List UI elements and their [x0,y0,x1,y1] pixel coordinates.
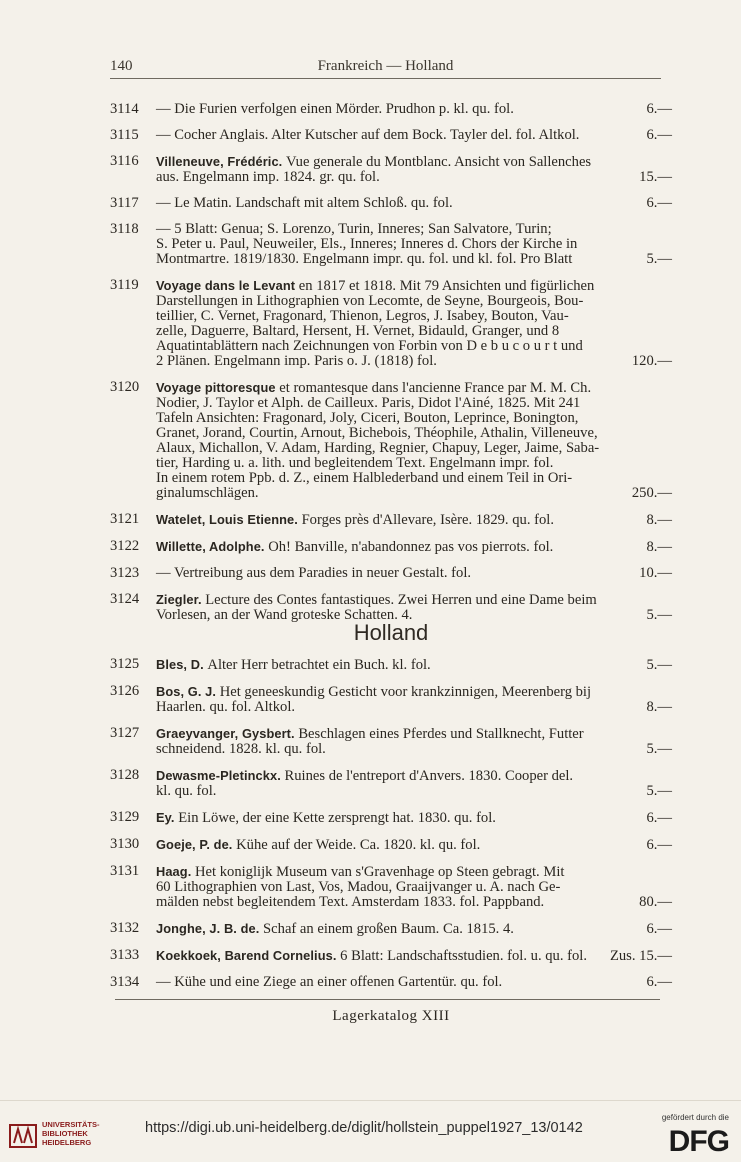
entry-number: 3123 [110,565,140,581]
entry-number: 3121 [110,511,140,527]
entry-text: en 1817 et 1818. Mit 79 Ansichten und figürlichen Darstellungen in Lithographien von Lecomte, de Seyne, Bourgeois, Bou- teillier, C. Vernet, Fragonard, Thienon, Legros, J. Isabey, Bouton, Vau- zelle, Daguerre, Baltard, Hersent, H. Vernet, Bidauld, Granger, und 8 Aquatintablättern nach Zeichnungen von Forbin von D e b u c o u r t und 2 Plänen. Engelmann imp. Paris o. J. (1818) fol. [156,278,595,369]
entry-price: 8.— [646,699,672,715]
entry-number: 3115 [110,127,139,143]
entry-number: 3122 [110,538,140,554]
entry-text: — Kühe und eine Ziege an einer offenen Gartentür. qu. fol. [156,974,503,990]
catalog-entry [110,566,672,581]
entry-artist: Goeje, P. de. [156,837,237,852]
running-title: Frankreich — Holland [317,58,454,74]
entry-body [110,128,672,143]
entry-number: 3120 [110,379,140,395]
entry-body [110,592,672,623]
entry-text: Ein Löwe, der eine Kette zersprengt hat. 1830. qu. fol. [178,810,496,826]
entry-artist: Ey. [156,810,179,825]
entry-text: Kühe auf der Weide. Ca. 1820. kl. qu. fol. [236,837,481,853]
entry-number: 3125 [110,656,140,672]
catalog-entry [110,726,672,757]
entry-body [110,810,672,826]
catalog-entry [110,810,672,826]
entry-price: 8.— [646,539,672,555]
entry-number: 3129 [110,809,140,825]
entry-body [110,948,672,964]
entry-body [110,726,672,757]
entry-text: Het koniglijk Museum van s'Gravenhage op Steen gebragt. Mit 60 Lithographien von Last, Vos, Madou, Graaijvanger u. A. nach Ge- mälden nebst begleitendem Text. Amsterdam 1833. fol. Pappband. [156,864,565,910]
entry-body [110,512,672,528]
viewer-bottom-bar [0,1100,741,1162]
entry-text: — Vertreibung aus dem Paradies in neuer Gestalt. fol. [156,565,472,581]
entry-text: — Le Matin. Landschaft mit altem Schloß. qu. fol. [156,195,453,211]
footer-catalog: Lagerkatalog XIII [332,1008,450,1024]
entry-artist: Graeyvanger, Gysbert. [156,726,299,741]
entry-price: 6.— [646,837,672,853]
entry-price: 6.— [646,195,672,211]
entry-body [110,154,672,185]
entry-number: 3124 [110,591,140,607]
entry-text: Beschlagen eines Pferdes und Stallknecht, Futter schneidend. 1828. kl. qu. fol. [156,726,584,757]
entry-artist: Villeneuve, Frédéric. [156,154,286,169]
entry-artist: Haag. [156,864,196,879]
entry-price: 6.— [646,921,672,937]
entry-body [110,684,672,715]
entry-number: 3128 [110,767,140,783]
entry-price: Zus. 15.— [609,948,672,964]
catalog-entry [110,154,672,185]
catalog-entry [110,102,672,117]
entry-number: 3126 [110,683,140,699]
entry-artist: Ziegler. [156,592,206,607]
entry-price: 5.— [646,741,672,757]
entry-text: — Cocher Anglais. Alter Kutscher auf dem Bock. Tayler del. fol. Altkol. [156,127,580,143]
entry-number: 3127 [110,725,140,741]
entries-france [110,102,672,634]
entry-artist: Watelet, Louis Etienne. [156,512,302,527]
entry-body [110,278,672,369]
entry-number: 3133 [110,947,140,963]
entry-artist: Jonghe, J. B. de. [156,921,264,936]
entry-body [110,975,672,990]
entry-text: Het geneeskundig Gesticht voor krankzinnigen, Meerenberg bij Haarlen. qu. fol. Altkol. [156,684,592,715]
catalog-entry [110,592,672,623]
entry-price: 120.— [631,353,672,369]
entry-body [110,539,672,555]
entry-body [110,837,672,853]
library-name: UNIVERSITÄTS- BIBLIOTHEK HEIDELBERG [42,1120,100,1147]
catalog-entry [110,380,672,501]
entry-body [110,864,672,910]
entry-text: — Die Furien verfolgen einen Mörder. Prudhon p. kl. qu. fol. [156,101,514,117]
entry-text: et romantesque dans l'ancienne France par M. M. Ch. Nodier, J. Taylor et Alph. de Cailleux. Paris, Didot l'Ainé, 1825. Mit 241 Tafeln Ansichten: Fragonard, Joly, Ciceri, Bouton, Leprince, Bonington, Granet, Jorand, Courtin, Arnout, Bichebois, Théophile, Athalin, Villeneuve, Alaux, Michallon, V. Adam, Harding, Regnier, Chapuy, Leger, Jaime, Saba- tier, Harding u. a. lith. und begleitendem Text. Engelmann impr. fol. In einem rotem Ppb. d. Z., einem Halblederband und einem Teil in Ori- ginalumschlägen. [156,380,600,501]
funded-by-label: gefördert durch die [661,1113,729,1122]
entry-artist: Voyage pittoresque [156,380,280,395]
page-number: 140 [110,58,133,74]
entry-price: 5.— [646,251,672,267]
entry-price: 6.— [646,974,672,990]
entry-artist: Bos, G. J. [156,684,220,699]
entry-price: 10.— [639,565,672,581]
entry-number: 3118 [110,221,139,237]
entry-number: 3132 [110,920,140,936]
catalog-entry [110,768,672,799]
entry-artist: Koekkoek, Barend Cornelius. [156,948,341,963]
entry-price: 6.— [646,101,672,117]
entry-body [110,657,672,673]
entry-number: 3119 [110,277,139,293]
entry-price: 5.— [646,783,672,799]
entry-body [110,196,672,211]
entry-price: 6.— [646,810,672,826]
entry-artist: Willette, Adolphe. [156,539,269,554]
footer-rule [115,999,660,1000]
ub-heidelberg-logo-icon[interactable] [8,1121,38,1151]
section-title-holland: Holland [353,620,429,645]
document-url-link[interactable]: https://digi.ub.uni-heidelberg.de/diglit/hollstein_puppel1927_13/0142 [145,1120,583,1136]
entry-body [110,768,672,799]
entry-body [110,921,672,937]
catalog-entry [110,864,672,910]
entry-text: Forges près d'Allevare, Isère. 1829. qu. fol. [301,512,554,528]
catalog-entry [110,657,672,673]
entry-number: 3131 [110,863,140,879]
entry-number: 3116 [110,153,139,169]
entry-text: Ruines de l'entreport d'Anvers. 1830. Cooper del. kl. qu. fol. [156,768,574,799]
catalog-entry [110,948,672,964]
catalog-entry [110,196,672,211]
entry-body [110,102,672,117]
catalog-entry [110,921,672,937]
entry-body [110,380,672,501]
catalog-entry [110,684,672,715]
catalog-entry [110,539,672,555]
entry-artist: Voyage dans le Levant [156,278,299,293]
entry-number: 3130 [110,836,140,852]
entry-price: 8.— [646,512,672,528]
dfg-logo[interactable]: DFG [668,1125,729,1158]
entry-text: Oh! Banville, n'abandonnez pas vos pierrots. fol. [268,539,554,555]
catalog-entry [110,837,672,853]
entry-price: 6.— [646,127,672,143]
entry-price: 250.— [631,485,672,501]
entry-artist: Bles, D. [156,657,208,672]
entry-number: 3134 [110,974,140,990]
catalog-entry [110,512,672,528]
entry-price: 5.— [646,607,672,623]
entry-text: — 5 Blatt: Genua; S. Lorenzo, Turin, Inneres; San Salvatore, Turin; S. Peter u. Paul, Neuweiler, Els., Inneres; Inneres d. Chors der Kirche in Montmartre. 1819/1830. Engelmann impr. qu. fol. und kl. fol. Pro Blatt [156,221,578,267]
entry-price: 15.— [639,169,672,185]
entry-number: 3117 [110,195,139,211]
entry-text: Vue generale du Montblanc. Ansicht von Sallenches aus. Engelmann imp. 1824. gr. qu. fol. [156,154,592,185]
catalog-entry [110,128,672,143]
catalog-entry [110,975,672,990]
entries-holland [110,657,672,1001]
entry-text: Schaf an einem großen Baum. Ca. 1815. 4. [263,921,514,937]
entry-text: 6 Blatt: Landschaftsstudien. fol. u. qu. fol. [340,948,587,964]
entry-body [110,222,672,267]
page-header [110,56,661,79]
entry-artist: Dewasme-Pletinckx. [156,768,285,783]
entry-text: Lecture des Contes fantastiques. Zwei Herren und eine Dame beim Vorlesen, an der Wand groteske Schatten. 4. [156,592,597,623]
catalog-entry [110,278,672,369]
entry-price: 80.— [639,894,672,910]
entry-price: 5.— [646,657,672,673]
catalog-entry [110,222,672,267]
entry-body [110,566,672,581]
entry-number: 3114 [110,101,139,117]
entry-text: Alter Herr betrachtet ein Buch. kl. fol. [207,657,431,673]
